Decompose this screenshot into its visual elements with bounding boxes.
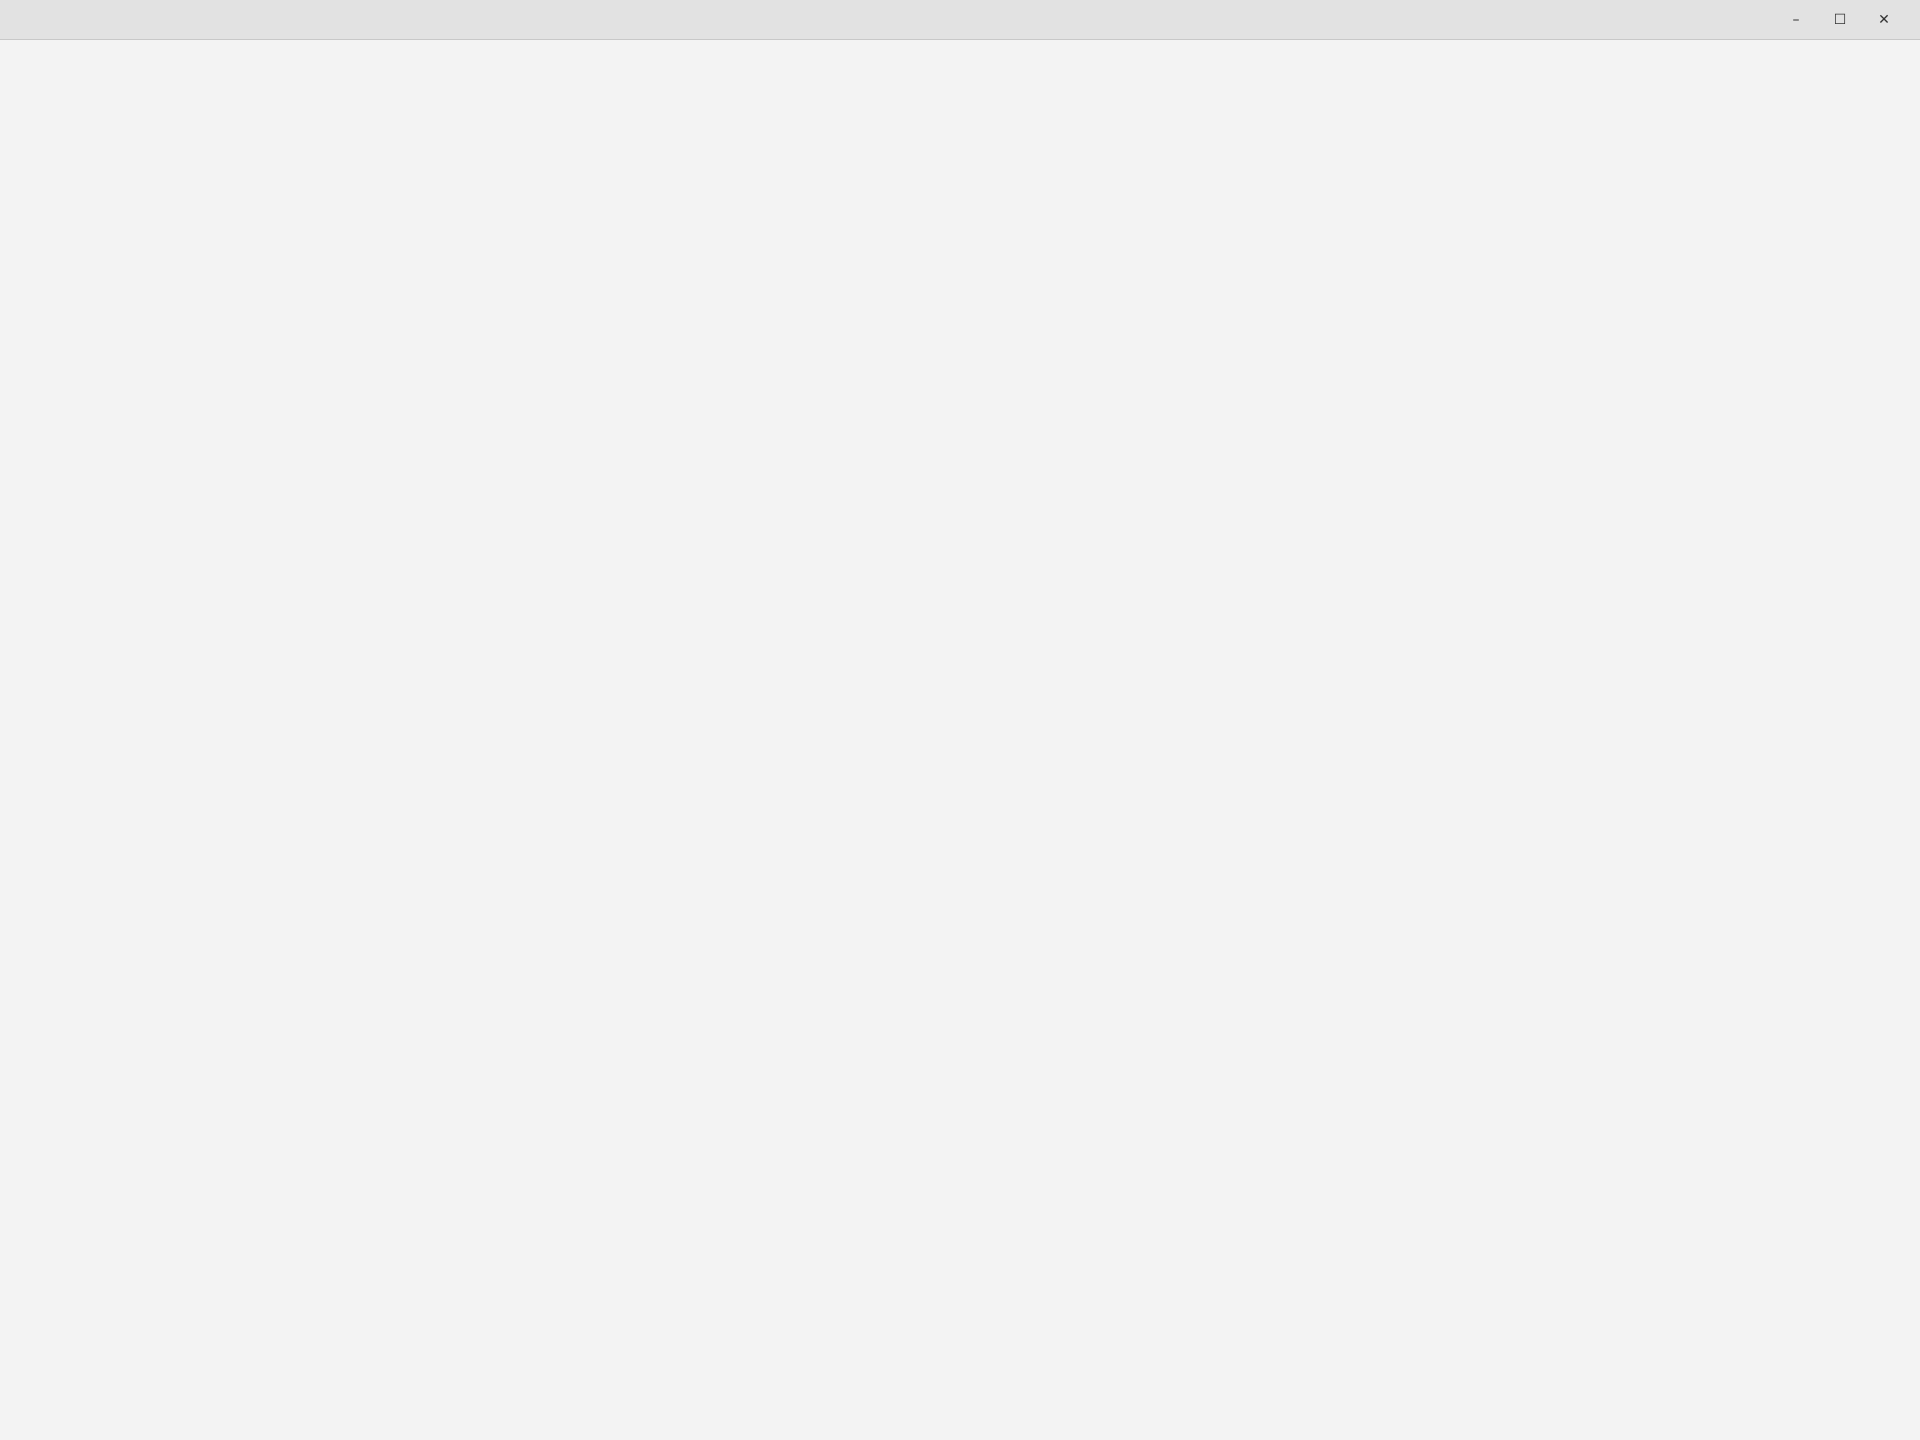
- minimize-icon: –: [1792, 11, 1800, 28]
- window-controls: [1776, 6, 1904, 34]
- title-bar[interactable]: [0, 0, 1920, 40]
- maximize-button[interactable]: [1820, 6, 1860, 34]
- maximize-icon: ☐: [1833, 11, 1847, 28]
- close-button[interactable]: [1864, 6, 1904, 34]
- close-icon: ✕: [1878, 11, 1890, 28]
- main-content: [0, 40, 1920, 1440]
- minimize-button[interactable]: [1776, 6, 1816, 34]
